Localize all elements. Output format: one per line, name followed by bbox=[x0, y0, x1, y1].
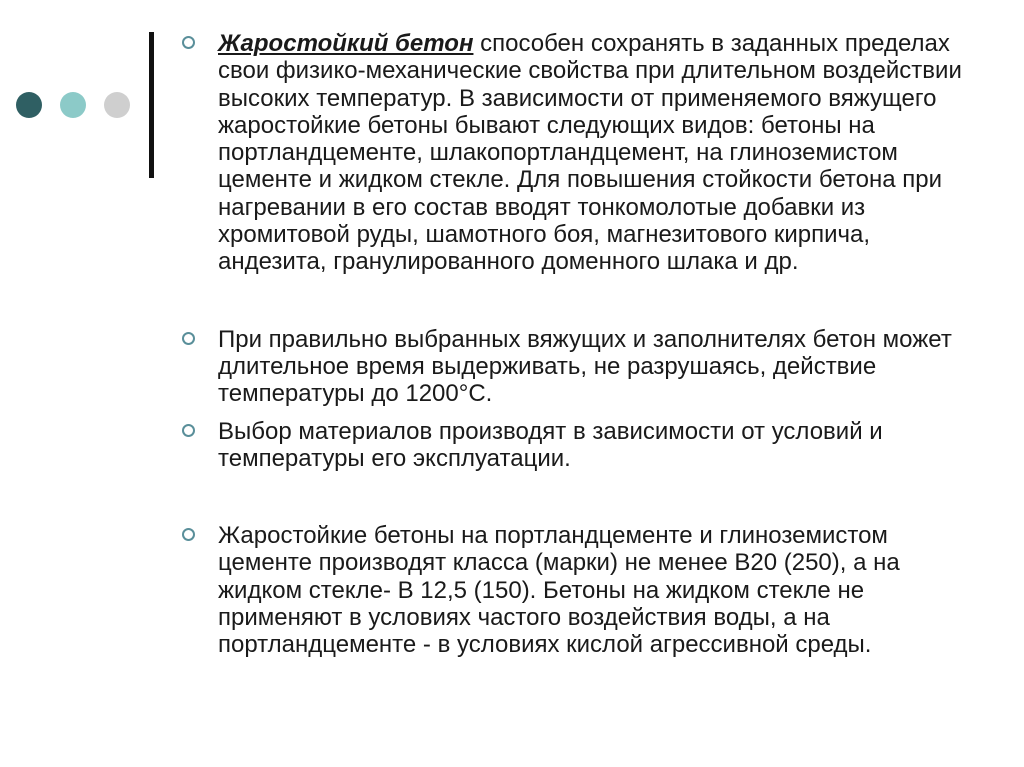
bullet-circle-icon bbox=[182, 528, 195, 541]
decorative-dot-teal bbox=[60, 92, 86, 118]
bullet-text: способен сохранять в заданных пределах свои физико-механические свойства при длительном воздействии высоких температур. В зависимости от применяемого вяжущего жаростойкие бетоны бывают следующих видов: бетоны на портландцементе, шлакопортландцемент, на глиноземистом цементе и жидком стекле. Для повышения стойкости бетона при нагревании в его состав вводят тонкомолотые добавки из хромитовой руды, шамотного боя, магнезитового кирпича, андезита, гранулированного доменного шлака и др. bbox=[218, 30, 962, 276]
decorative-vertical-bar bbox=[149, 32, 154, 178]
decorative-dot-dark bbox=[16, 92, 42, 118]
decorative-dot-gray bbox=[104, 92, 130, 118]
bullet-term: Жаростойкий бетон bbox=[218, 30, 474, 57]
bullet-item-temperature bbox=[185, 326, 985, 408]
bullet-item-concrete-classes bbox=[185, 522, 985, 658]
bullet-text: При правильно выбранных вяжущих и заполнителях бетон может длительное время выдерживать, не разрушаясь, действие температуры до 1200°С. bbox=[218, 325, 952, 408]
bullet-item-heat-resistant-concrete bbox=[185, 30, 985, 276]
bullet-circle-icon bbox=[182, 332, 195, 345]
slide-content bbox=[185, 30, 985, 659]
bullet-circle-icon bbox=[182, 424, 195, 437]
bullet-text: Жаростойкие бетоны на портландцементе и глиноземистом цементе производят класса (марки) не менее В20 (250), а на жидком стекле- В 12,5 (150). Бетоны на жидком стекле не применяют в условиях частого воздействия воды, а на портландцементе - в условиях кислой агрессивной среды. bbox=[218, 522, 900, 659]
bullet-text: Выбор материалов производят в зависимости от условий и температуры его эксплуатации. bbox=[218, 417, 883, 472]
bullet-item-material-choice bbox=[185, 418, 985, 473]
bullet-circle-icon bbox=[182, 36, 195, 49]
